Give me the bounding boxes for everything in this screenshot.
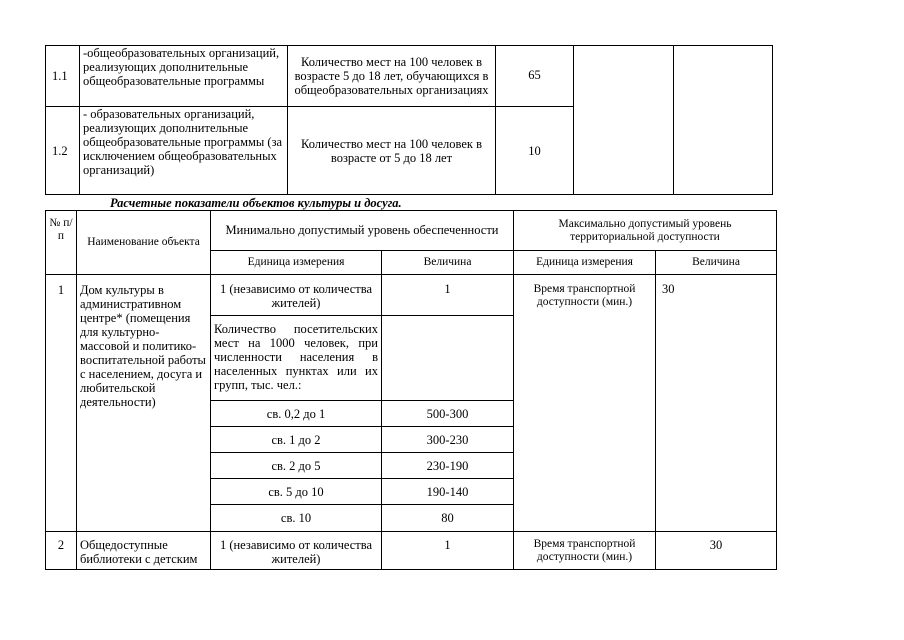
- subrow-label: св. 0,2 до 1: [211, 401, 382, 427]
- access-value-cell: 30: [656, 275, 777, 532]
- row-number: 1.2: [46, 107, 80, 195]
- header-min-level: Минимально допустимый уровень обеспеченности: [211, 211, 514, 251]
- value-cell: 10: [496, 107, 574, 195]
- empty-cell: [382, 316, 514, 401]
- header-name: Наименование объекта: [77, 211, 211, 275]
- unit-cell: Количество мест на 100 человек в возрасте от 5 до 18 лет: [288, 107, 496, 195]
- access-unit-cell: Время транспортной доступности (мин.): [514, 532, 656, 570]
- unit-cell: Количество мест на 100 человек в возрасте 5 до 18 лет, обучающихся в общеобразовательных организациях: [288, 46, 496, 107]
- culture-table: [45, 210, 777, 570]
- access-unit-cell: Время транспортной доступности (мин.): [514, 275, 656, 532]
- section-heading: Расчетные показатели объектов культуры и досуга.: [110, 196, 402, 210]
- value-cell: 65: [496, 46, 574, 107]
- table-row: [46, 275, 777, 316]
- object-name: Общедоступные библиотеки с детским: [77, 532, 211, 570]
- header-value-2: Величина: [656, 251, 777, 275]
- subrow-label: св. 5 до 10: [211, 479, 382, 505]
- table-header-row: [46, 211, 777, 251]
- row-number: 1: [46, 275, 77, 532]
- subrow-value: 230-190: [382, 453, 514, 479]
- header-unit: Единица измерения: [211, 251, 382, 275]
- row-number: 1.1: [46, 46, 80, 107]
- subrow-label: св. 2 до 5: [211, 453, 382, 479]
- unit-cell: Количество посетительских мест на 1000 человек, при численности населения в населенных пунктах или их групп, тыс. чел.:: [211, 316, 382, 401]
- top-table: [45, 45, 773, 195]
- subrow-value: 500-300: [382, 401, 514, 427]
- empty-cell: [674, 46, 773, 195]
- unit-cell: 1 (независимо от количества жителей): [211, 275, 382, 316]
- object-name: - образовательных организаций, реализующих дополнительные общеобразовательные программы (за исключением общеобразовательных организаций): [80, 107, 288, 195]
- table-row: [46, 46, 773, 107]
- unit-cell: 1 (независимо от количества жителей): [211, 532, 382, 570]
- object-name: Дом культуры в административном центре* (помещения для культурно-массовой и политико-воспитательной работы с населением, досуга и любительской деятельности): [77, 275, 211, 532]
- table-row: [46, 532, 777, 570]
- subrow-value: 80: [382, 505, 514, 532]
- header-max-level: Максимально допустимый уровень территориальной доступности: [514, 211, 777, 251]
- subrow-value: 190-140: [382, 479, 514, 505]
- subrow-label: св. 10: [211, 505, 382, 532]
- empty-cell: [574, 46, 674, 195]
- header-num: № п/п: [46, 211, 77, 275]
- row-number: 2: [46, 532, 77, 570]
- header-value: Величина: [382, 251, 514, 275]
- value-cell: 1: [382, 275, 514, 316]
- header-unit-2: Единица измерения: [514, 251, 656, 275]
- object-name: -общеобразовательных организаций, реализующих дополнительные общеобразовательные программы: [80, 46, 288, 107]
- subrow-value: 300-230: [382, 427, 514, 453]
- value-cell: 1: [382, 532, 514, 570]
- subrow-label: св. 1 до 2: [211, 427, 382, 453]
- access-value-cell: 30: [656, 532, 777, 570]
